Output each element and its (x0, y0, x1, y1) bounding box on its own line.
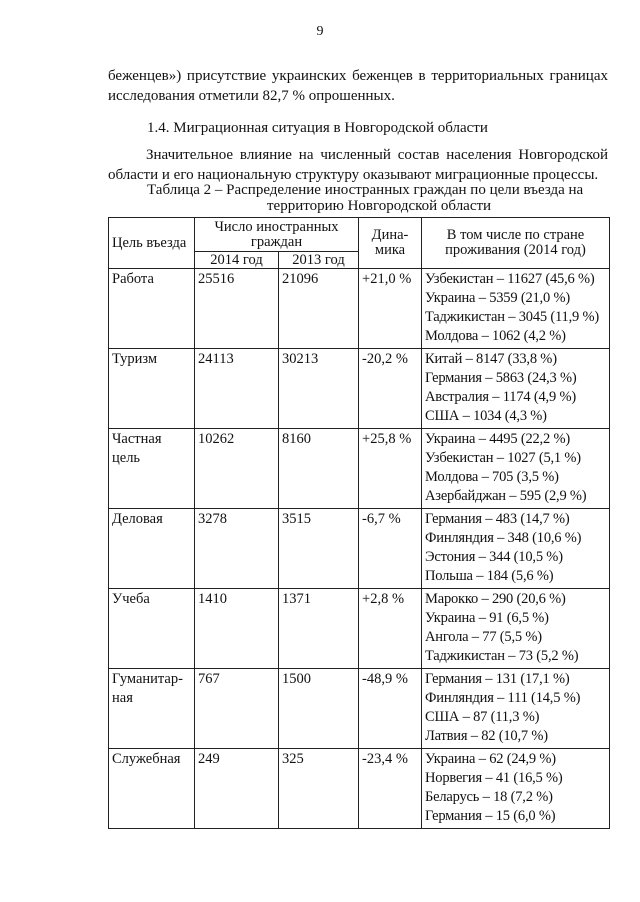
country-entry: Финляндия – 111 (14,5 %) (425, 690, 581, 706)
cell-purpose: Туризм (109, 349, 195, 429)
country-entry: Германия – 483 (14,7 %) (425, 511, 570, 527)
cell-countries (422, 669, 610, 749)
caption-line-2: территорию Новгородской области (267, 198, 492, 214)
cell-2014: 767 (195, 669, 279, 749)
table-row (109, 749, 610, 829)
cell-purpose: Работа (109, 269, 195, 349)
cell-2013: 21096 (279, 269, 359, 349)
table-row (109, 349, 610, 429)
country-entry: Беларусь – 18 (7,2 %) (425, 789, 553, 805)
header-countries: В том числе по стране проживания (2014 год) (422, 218, 610, 269)
cell-2013: 325 (279, 749, 359, 829)
country-entry: Азербайджан – 595 (2,9 %) (425, 488, 587, 504)
country-entry: Норвегия – 41 (16,5 %) (425, 770, 563, 786)
table-row (109, 669, 610, 749)
cell-purpose: Частная цель (109, 429, 195, 509)
cell-countries (422, 509, 610, 589)
table-caption (147, 182, 583, 214)
country-entry: США – 87 (11,3 %) (425, 709, 540, 725)
cell-dynamics: -6,7 % (359, 509, 422, 589)
section-title: 1.4. Миграционная ситуация в Новгородской области (147, 120, 488, 136)
country-entry: Германия – 15 (6,0 %) (425, 808, 556, 824)
table-row (109, 509, 610, 589)
cell-countries (422, 589, 610, 669)
country-entry: Китай – 8147 (33,8 %) (425, 351, 557, 367)
country-entry: Эстония – 344 (10,5 %) (425, 549, 563, 565)
cell-purpose: Деловая (109, 509, 195, 589)
country-entry: Германия – 131 (17,1 %) (425, 671, 570, 687)
table-row (109, 269, 610, 349)
country-entry: Польша – 184 (5,6 %) (425, 568, 554, 584)
country-entry: Молдова – 1062 (4,2 %) (425, 328, 566, 344)
country-entry: Таджикистан – 73 (5,2 %) (425, 648, 579, 664)
cell-dynamics: -20,2 % (359, 349, 422, 429)
cell-2014: 25516 (195, 269, 279, 349)
cell-dynamics: +25,8 % (359, 429, 422, 509)
cell-dynamics: +21,0 % (359, 269, 422, 349)
cell-2014: 24113 (195, 349, 279, 429)
table-body (109, 269, 610, 829)
country-entry: Украина – 5359 (21,0 %) (425, 290, 570, 306)
cell-purpose: Гуманитар-ная (109, 669, 195, 749)
country-entry: Молдова – 705 (3,5 %) (425, 469, 559, 485)
country-entry: Украина – 4495 (22,2 %) (425, 431, 570, 447)
country-entry: Украина – 91 (6,5 %) (425, 610, 549, 626)
cell-2014: 3278 (195, 509, 279, 589)
table-row (109, 589, 610, 669)
country-entry: Германия – 5863 (24,3 %) (425, 370, 577, 386)
country-entry: Марокко – 290 (20,6 %) (425, 591, 566, 607)
paragraph-intro: беженцев») присутствие украинских беженцев в территориальных границах исследования отметили 82,7 % опрошенных. (108, 68, 608, 104)
header-count: Число иностранных граждан (195, 218, 359, 252)
cell-dynamics: -23,4 % (359, 749, 422, 829)
country-entry: Таджикистан – 3045 (11,9 %) (425, 309, 599, 325)
cell-purpose: Учеба (109, 589, 195, 669)
country-entry: Украина – 62 (24,9 %) (425, 751, 556, 767)
cell-2013: 1500 (279, 669, 359, 749)
table-row (109, 429, 610, 509)
cell-2013: 8160 (279, 429, 359, 509)
cell-countries (422, 749, 610, 829)
cell-countries (422, 269, 610, 349)
country-entry: Узбекистан – 11627 (45,6 %) (425, 271, 595, 287)
header-year-2014: 2014 год (195, 252, 279, 269)
header-year-2013: 2013 год (279, 252, 359, 269)
cell-dynamics: -48,9 % (359, 669, 422, 749)
country-entry: Ангола – 77 (5,5 %) (425, 629, 542, 645)
country-entry: Финляндия – 348 (10,6 %) (425, 530, 582, 546)
migration-table (108, 217, 610, 829)
country-entry: Австралия – 1174 (4,9 %) (425, 389, 576, 405)
cell-dynamics: +2,8 % (359, 589, 422, 669)
page-number: 9 (316, 24, 324, 39)
cell-countries (422, 349, 610, 429)
country-entry: Узбекистан – 1027 (5,1 %) (425, 450, 581, 466)
cell-2014: 249 (195, 749, 279, 829)
header-dynamics: Дина-мика (359, 218, 422, 269)
cell-purpose: Служебная (109, 749, 195, 829)
cell-2013: 30213 (279, 349, 359, 429)
cell-2014: 10262 (195, 429, 279, 509)
caption-line-1: Таблица 2 – Распределение иностранных граждан по цели въезда на (147, 182, 584, 198)
cell-countries (422, 429, 610, 509)
cell-2013: 3515 (279, 509, 359, 589)
cell-2013: 1371 (279, 589, 359, 669)
country-entry: США – 1034 (4,3 %) (425, 408, 547, 424)
header-purpose: Цель въезда (109, 218, 195, 269)
paragraph-migration: Значительное влияние на численный состав населения Новгородской области и его национальную структуру оказывают миграционные процессы. (108, 147, 608, 183)
cell-2014: 1410 (195, 589, 279, 669)
country-entry: Латвия – 82 (10,7 %) (425, 728, 548, 744)
